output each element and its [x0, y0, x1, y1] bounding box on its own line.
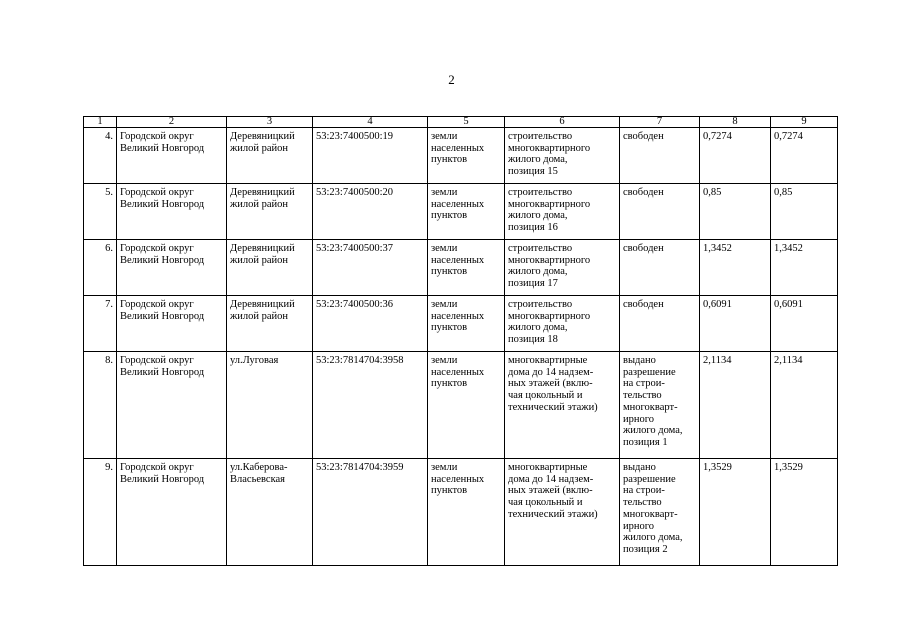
table-row — [84, 352, 838, 459]
area-cell: 1,3529 — [700, 459, 771, 566]
area-cell: 0,85 — [771, 184, 838, 240]
page-number: 2 — [448, 72, 455, 87]
table-row — [84, 184, 838, 240]
table-row — [84, 128, 838, 184]
column-header: 4 — [313, 117, 428, 128]
permitted-use-cell: многоквартирные дома до 14 надзем- ных этажей (вклю- чая цокольный и технический этажи) — [505, 459, 620, 566]
column-header: 3 — [227, 117, 313, 128]
area-cell: 1,3452 — [771, 240, 838, 296]
table-row — [84, 459, 838, 566]
column-header: 6 — [505, 117, 620, 128]
header-row — [84, 117, 838, 128]
row-number: 7. — [84, 296, 117, 352]
area-cell: 2,1134 — [771, 352, 838, 459]
permitted-use-cell: многоквартирные дома до 14 надзем- ных этажей (вклю- чая цокольный и технический этажи) — [505, 352, 620, 459]
cadastral-number-cell: 53:23:7400500:19 — [313, 128, 428, 184]
row-number: 6. — [84, 240, 117, 296]
location-cell: Деревяницкий жилой район — [227, 184, 313, 240]
area-cell: 2,1134 — [700, 352, 771, 459]
location-cell: Деревяницкий жилой район — [227, 128, 313, 184]
area-cell: 0,6091 — [771, 296, 838, 352]
land-category-cell: земли населенных пунктов — [428, 296, 505, 352]
municipality-cell: Городской округ Великий Новгород — [117, 352, 227, 459]
location-cell: Деревяницкий жилой район — [227, 240, 313, 296]
row-number: 8. — [84, 352, 117, 459]
permitted-use-cell: строительство многоквартирного жилого дома, позиция 17 — [505, 240, 620, 296]
status-cell: свободен — [620, 296, 700, 352]
column-header: 8 — [700, 117, 771, 128]
land-category-cell: земли населенных пунктов — [428, 352, 505, 459]
column-header: 2 — [117, 117, 227, 128]
cadastral-number-cell: 53:23:7400500:37 — [313, 240, 428, 296]
municipality-cell: Городской округ Великий Новгород — [117, 128, 227, 184]
column-header: 5 — [428, 117, 505, 128]
row-number: 4. — [84, 128, 117, 184]
permitted-use-cell: строительство многоквартирного жилого дома, позиция 15 — [505, 128, 620, 184]
row-number: 5. — [84, 184, 117, 240]
area-cell: 0,85 — [700, 184, 771, 240]
status-cell: выдано разрешение на строи- тельство многокварт- ирного жилого дома, позиция 2 — [620, 459, 700, 566]
permitted-use-cell: строительство многоквартирного жилого дома, позиция 16 — [505, 184, 620, 240]
area-cell: 0,7274 — [771, 128, 838, 184]
land-category-cell: земли населенных пунктов — [428, 240, 505, 296]
area-cell: 0,7274 — [700, 128, 771, 184]
area-cell: 1,3452 — [700, 240, 771, 296]
table-row — [84, 296, 838, 352]
municipality-cell: Городской округ Великий Новгород — [117, 184, 227, 240]
column-header: 7 — [620, 117, 700, 128]
row-number: 9. — [84, 459, 117, 566]
municipality-cell: Городской округ Великий Новгород — [117, 459, 227, 566]
location-cell: ул.Каберова- Власьевская — [227, 459, 313, 566]
land-category-cell: земли населенных пунктов — [428, 184, 505, 240]
cadastral-number-cell: 53:23:7400500:36 — [313, 296, 428, 352]
municipality-cell: Городской округ Великий Новгород — [117, 296, 227, 352]
status-cell: свободен — [620, 184, 700, 240]
land-category-cell: земли населенных пунктов — [428, 128, 505, 184]
status-cell: свободен — [620, 128, 700, 184]
area-cell: 1,3529 — [771, 459, 838, 566]
permitted-use-cell: строительство многоквартирного жилого дома, позиция 18 — [505, 296, 620, 352]
column-header: 9 — [771, 117, 838, 128]
land-plots-table — [83, 116, 838, 566]
municipality-cell: Городской округ Великий Новгород — [117, 240, 227, 296]
cadastral-number-cell: 53:23:7814704:3958 — [313, 352, 428, 459]
table-row — [84, 240, 838, 296]
status-cell: свободен — [620, 240, 700, 296]
location-cell: ул.Луговая — [227, 352, 313, 459]
cadastral-number-cell: 53:23:7400500:20 — [313, 184, 428, 240]
column-header: 1 — [84, 117, 117, 128]
cadastral-number-cell: 53:23:7814704:3959 — [313, 459, 428, 566]
area-cell: 0,6091 — [700, 296, 771, 352]
status-cell: выдано разрешение на строи- тельство многокварт- ирного жилого дома, позиция 1 — [620, 352, 700, 459]
land-category-cell: земли населенных пунктов — [428, 459, 505, 566]
location-cell: Деревяницкий жилой район — [227, 296, 313, 352]
